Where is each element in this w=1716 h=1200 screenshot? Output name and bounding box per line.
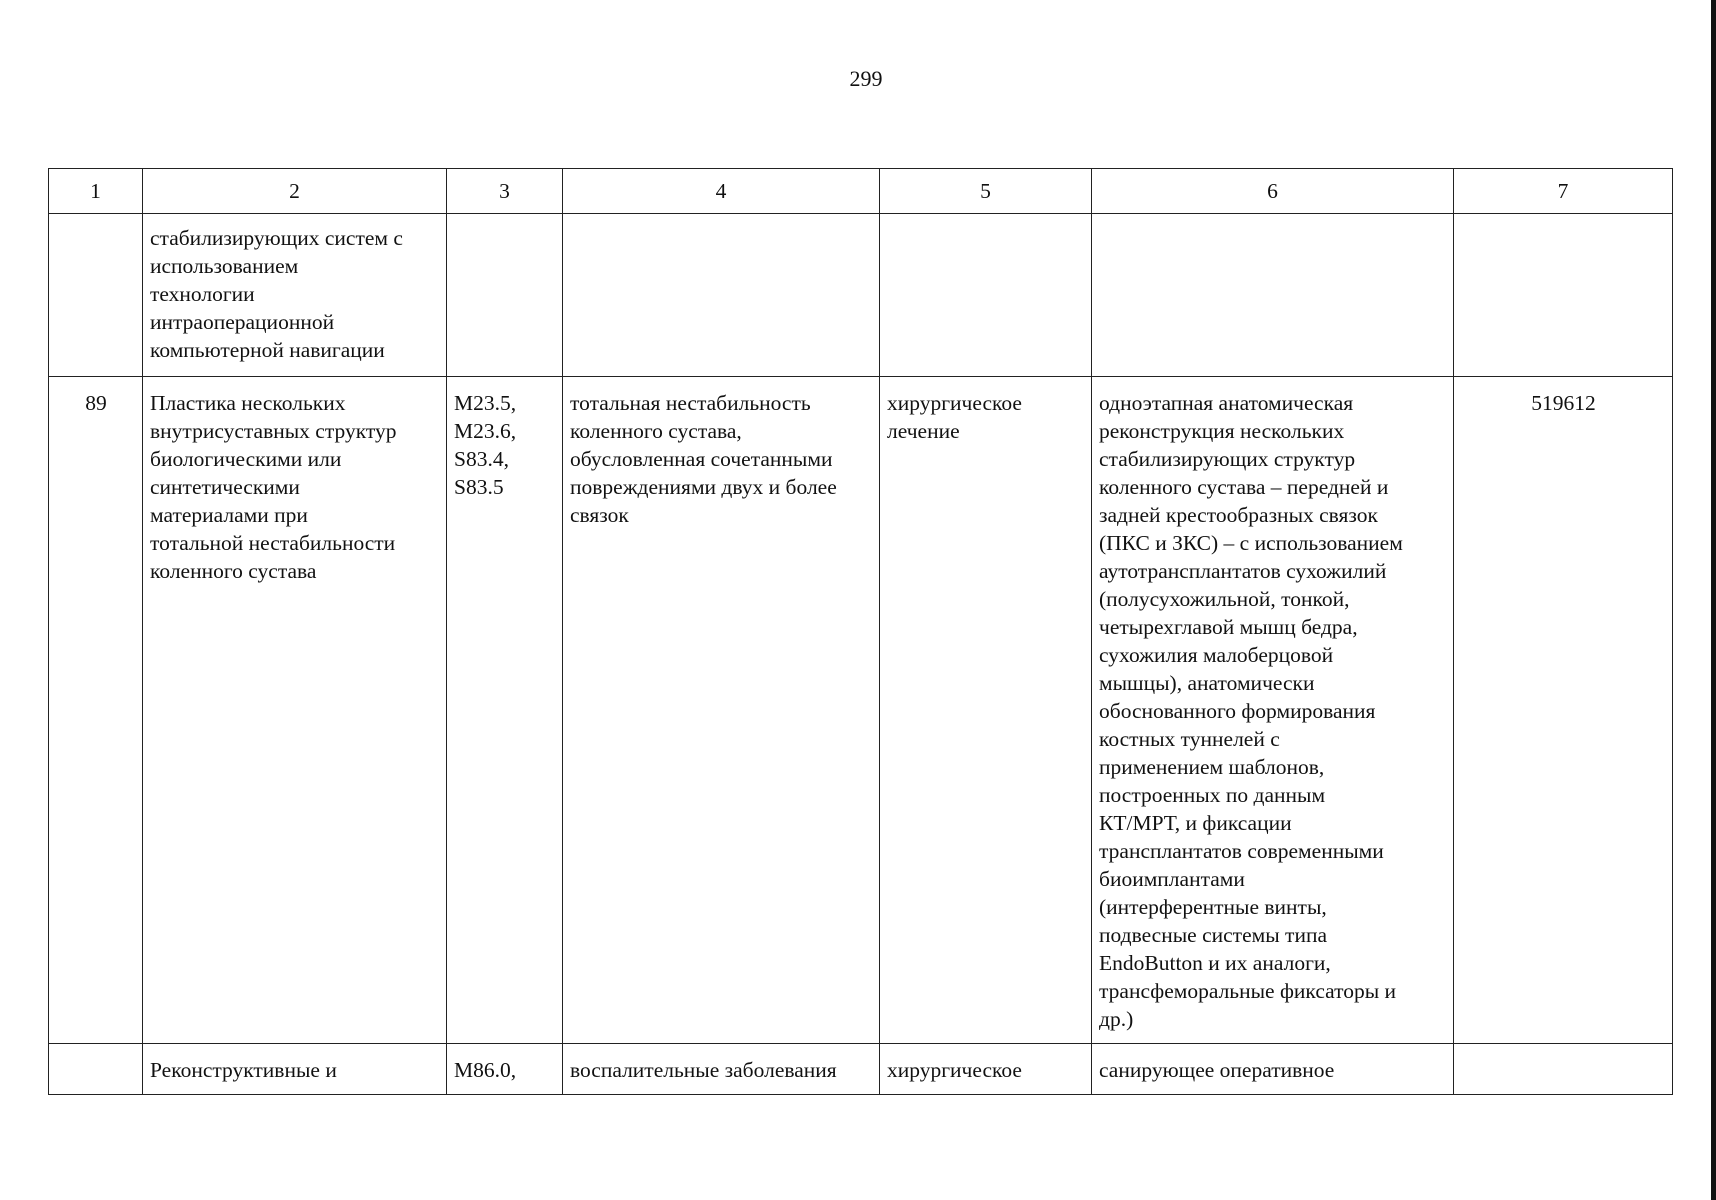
header-cell-4: 4: [563, 169, 880, 214]
next-diagnosis: воспалительные заболевания: [563, 1044, 880, 1095]
method-line: задней крестообразных связок: [1099, 503, 1378, 527]
method-line: (интерферентные винты,: [1099, 895, 1327, 919]
method-line: подвесные системы типа: [1099, 923, 1327, 947]
method-line: биоимплантами: [1099, 867, 1245, 891]
diagnosis-line: обусловленная сочетанными: [570, 447, 833, 471]
cont-cell-7: [1454, 214, 1673, 377]
method-line: реконструкция нескольких: [1099, 419, 1345, 443]
page-number: 299: [849, 66, 883, 91]
method-line: коленного сустава – передней и: [1099, 475, 1389, 499]
diagnosis-line: связок: [570, 503, 629, 527]
next-method: санирующее оперативное: [1092, 1044, 1454, 1095]
procedure-name-cell: [143, 377, 447, 1044]
procedure-name-line: материалами при: [150, 503, 308, 527]
cont-cell-2: [143, 214, 447, 377]
method-description-cell: [1092, 377, 1454, 1044]
next-procedure-name: Реконструктивные и: [143, 1044, 447, 1095]
cont-cell-6: [1092, 214, 1454, 377]
cont-col2-line: стабилизирующих систем с: [150, 226, 403, 250]
icd-code: M23.6,: [454, 419, 517, 443]
diagnosis-cell: [563, 377, 880, 1044]
method-line: применением шаблонов,: [1099, 755, 1325, 779]
table-header-row: [49, 169, 1673, 214]
method-line: КТ/МРТ, и фиксации: [1099, 811, 1292, 835]
header-cell-5: 5: [880, 169, 1092, 214]
method-line: костных туннелей с: [1099, 727, 1280, 751]
procedure-name-line: тотальной нестабильности: [150, 531, 396, 555]
treatment-type-cell: [880, 377, 1092, 1044]
cont-col2-line: использованием: [150, 254, 299, 278]
method-line: др.): [1099, 1007, 1134, 1031]
icd-code: M23.5,: [454, 391, 517, 415]
method-line: четырехглавой мышц бедра,: [1099, 615, 1358, 639]
method-line: построенных по данным: [1099, 783, 1326, 807]
icd-code: S83.5: [454, 475, 504, 499]
treatment-type-line: лечение: [887, 419, 960, 443]
method-line: сухожилия малоберцовой: [1099, 643, 1334, 667]
table-row-next: [49, 1044, 1673, 1095]
cont-col2-line: технологии: [150, 282, 255, 306]
table-row-continuation: [49, 214, 1673, 377]
method-line: обоснованного формирования: [1099, 699, 1376, 723]
next-cell-1: [49, 1044, 143, 1095]
header-cell-2: 2: [143, 169, 447, 214]
method-line: трансфеморальные фиксаторы и: [1099, 979, 1397, 1003]
procedures-table: [48, 168, 1673, 1095]
header-cell-1: 1: [49, 169, 143, 214]
header-cell-3: 3: [447, 169, 563, 214]
next-treatment-type: хирургическое: [880, 1044, 1092, 1095]
cont-cell-4: [563, 214, 880, 377]
method-line: стабилизирующих структур: [1099, 447, 1356, 471]
next-icd-code: M86.0,: [447, 1044, 563, 1095]
method-line: (полусухожильной, тонкой,: [1099, 587, 1350, 611]
cont-cell-5: [880, 214, 1092, 377]
icd-code: S83.4,: [454, 447, 509, 471]
procedure-name-line: внутрисуставных структур: [150, 419, 397, 443]
cost-cell: 519612: [1454, 377, 1673, 1044]
procedure-name-line: коленного сустава: [150, 559, 317, 583]
method-line: одноэтапная анатомическая: [1099, 391, 1354, 415]
treatment-type-line: хирургическое: [887, 391, 1022, 415]
method-line: аутотрансплантатов сухожилий: [1099, 559, 1387, 583]
icd-codes-cell: [447, 377, 563, 1044]
method-line: (ПКС и ЗКС) – с использованием: [1099, 531, 1403, 555]
diagnosis-line: повреждениями двух и более: [570, 475, 837, 499]
cont-col2-line: интраоперационной: [150, 310, 335, 334]
method-line: трансплантатов современными: [1099, 839, 1384, 863]
next-cell-7: [1454, 1044, 1673, 1095]
scan-edge-border: [1711, 0, 1716, 1200]
cont-cell-3: [447, 214, 563, 377]
procedure-name-line: синтетическими: [150, 475, 300, 499]
diagnosis-line: коленного сустава,: [570, 419, 742, 443]
procedure-name-line: биологическими или: [150, 447, 342, 471]
header-cell-7: 7: [1454, 169, 1673, 214]
row-number: 89: [49, 377, 143, 1044]
procedure-name-line: Пластика нескольких: [150, 391, 346, 415]
method-line: EndoButton и их аналоги,: [1099, 951, 1331, 975]
diagnosis-line: тотальная нестабильность: [570, 391, 811, 415]
method-line: мышцы), анатомически: [1099, 671, 1315, 695]
cont-cell-1: [49, 214, 143, 377]
header-cell-6: 6: [1092, 169, 1454, 214]
table-row-89: [49, 377, 1673, 1044]
cont-col2-line: компьютерной навигации: [150, 338, 385, 362]
